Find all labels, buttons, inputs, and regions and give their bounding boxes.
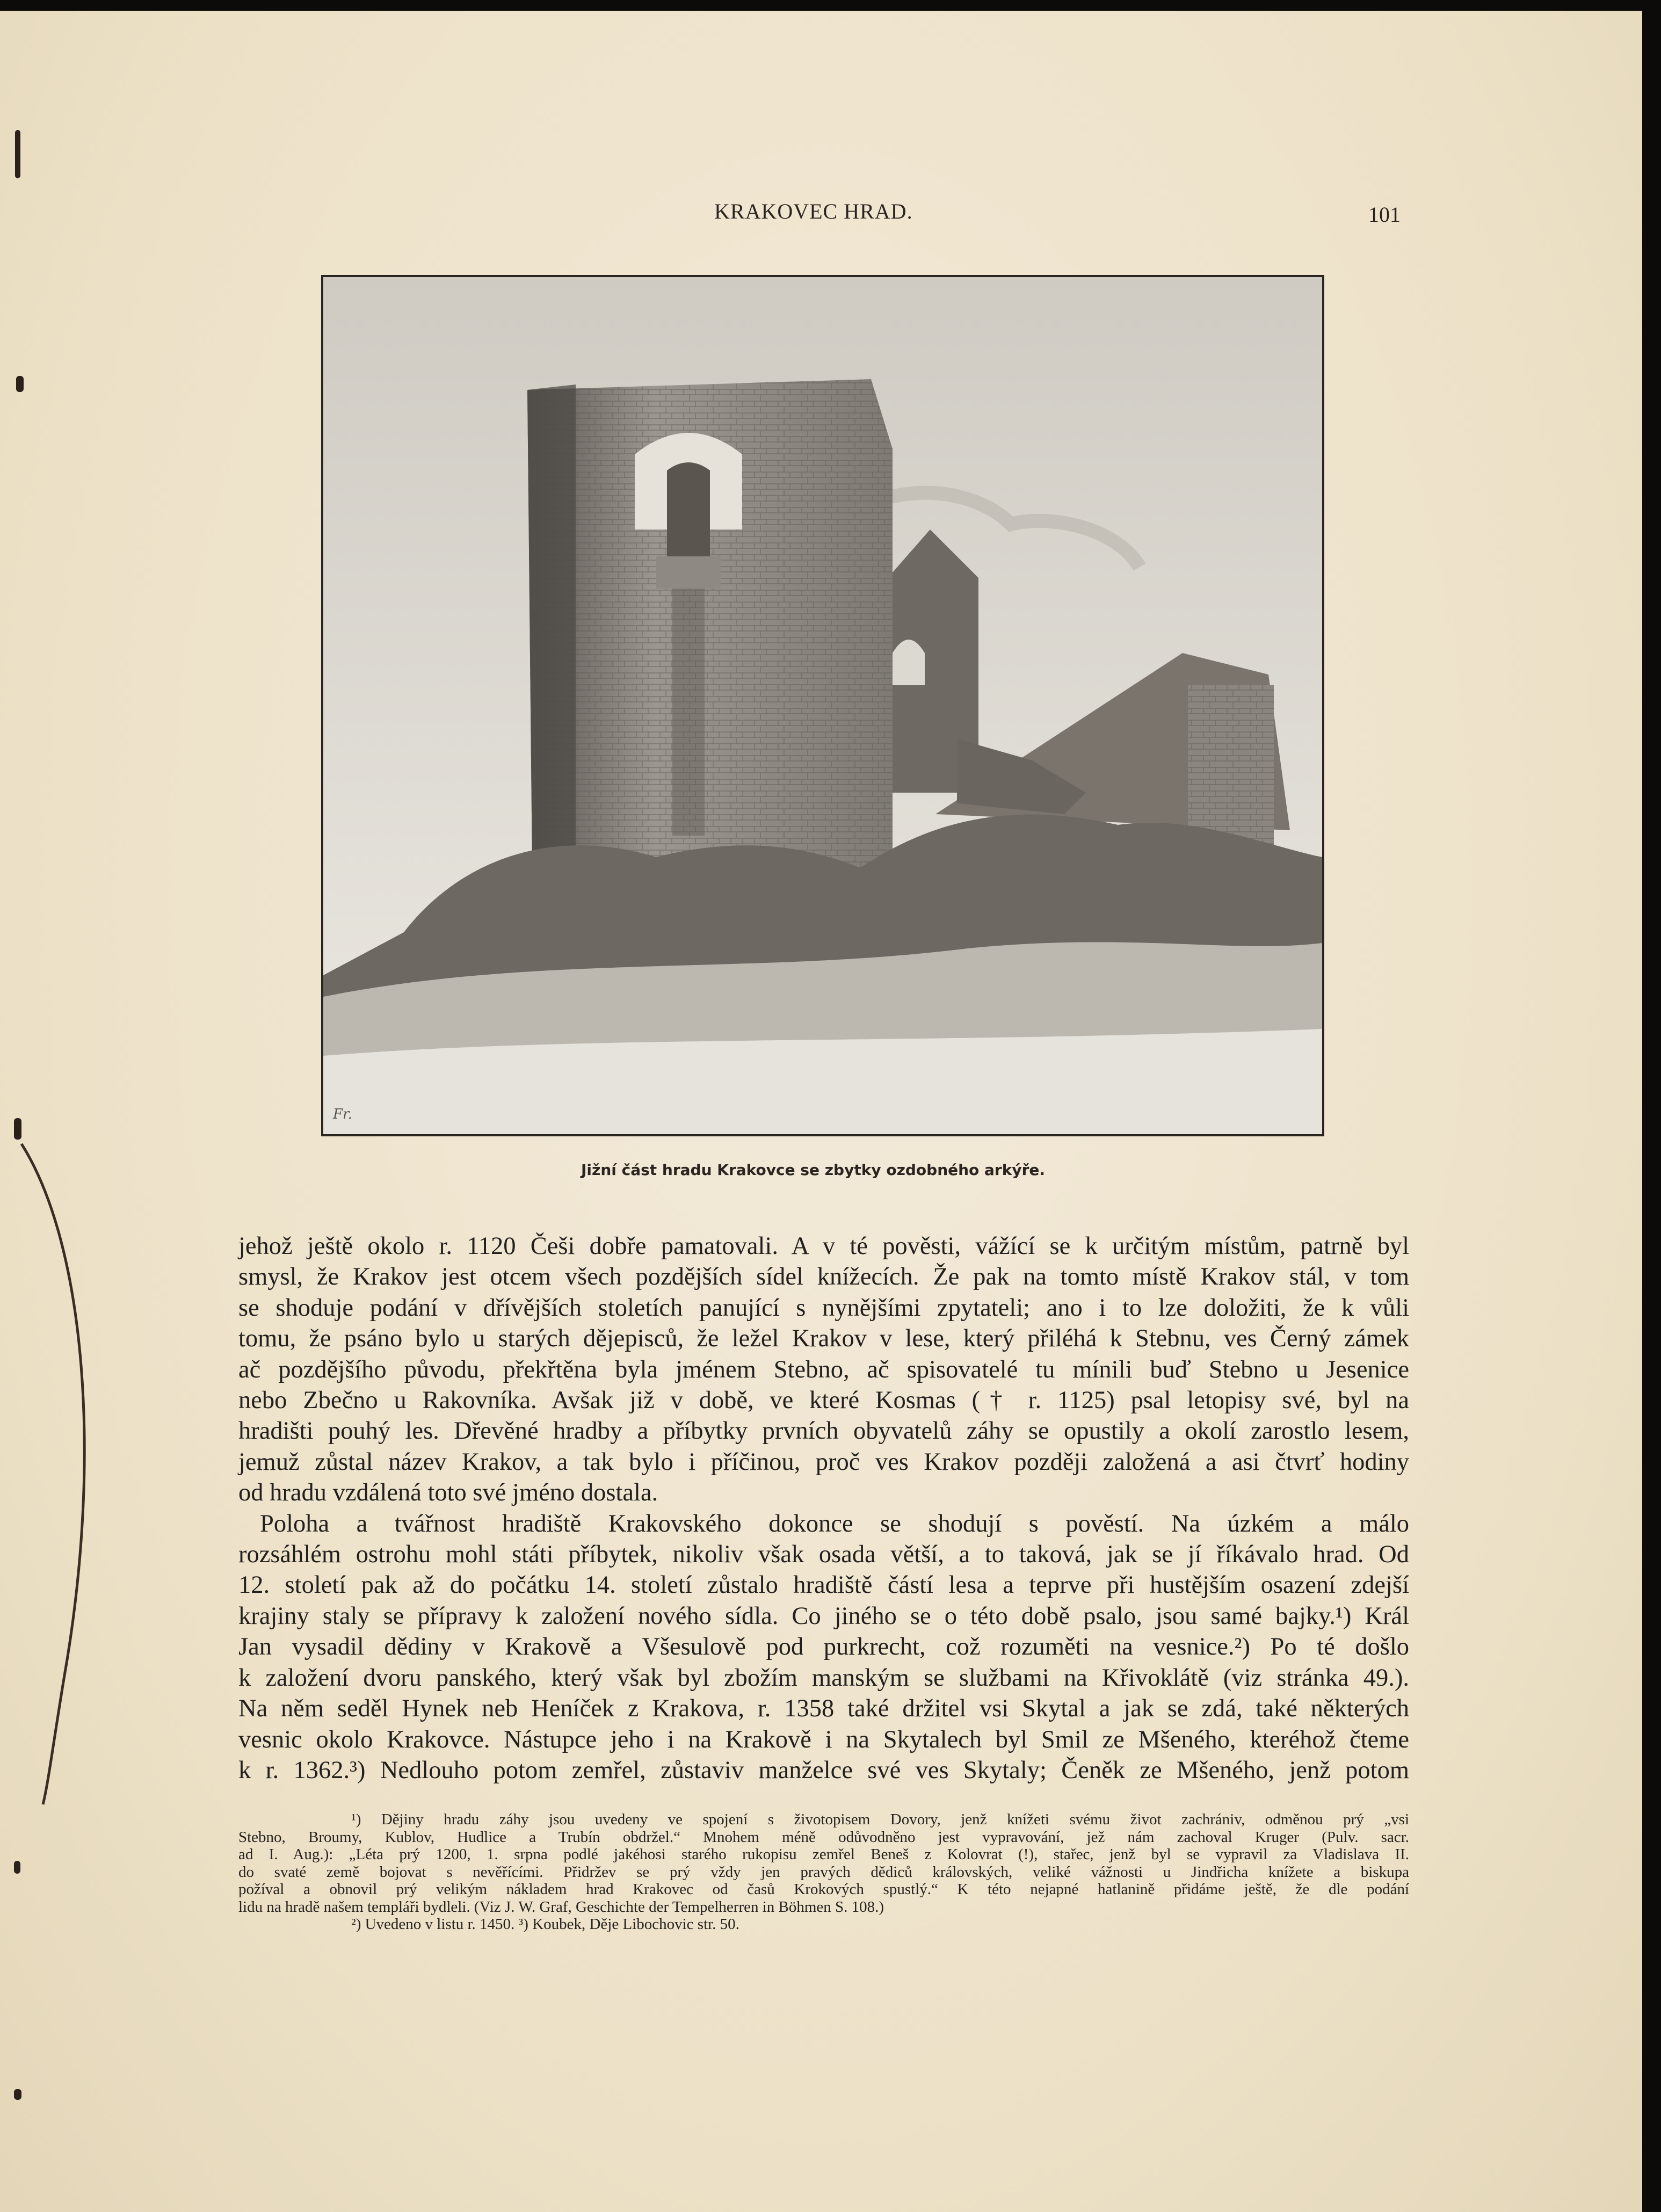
body-line: 12. století pak až do počátku 14. století zůstalo hradiště částí lesa a teprve při hustějším osazení zdejší — [238, 1571, 1409, 1599]
body-line: ač pozdějšího původu, překřtěna byla jménem Stebno, ač spisovatelé tu mínili buď Stebno u Jesenice — [238, 1355, 1409, 1383]
body-text — [238, 1231, 1409, 1786]
body-line: tomu, že psáno bylo u starých dějepisců, že ležel Krakov v lese, který přiléhá k Stebnu, ves Černý zámek — [238, 1325, 1409, 1353]
binding-thread — [11, 1138, 118, 1810]
body-line: jemuž zůstal název Krakov, a tak bylo i příčinou, proč ves Krakov později založená a asi čtvrť hodiny — [238, 1448, 1409, 1476]
book-page — [0, 11, 1642, 2212]
body-line: smysl, že Krakov jest otcem všech pozdějších sídel knížecích. Že pak na tomto místě Krakov stál, v tom — [238, 1263, 1409, 1291]
castle-ruin-illustration — [321, 275, 1324, 1136]
body-line: Na něm seděl Hynek neb Heníček z Krakova, r. 1358 také držitel vsi Skytal a jak se zdá, také některých — [238, 1695, 1409, 1723]
figure-caption: Jižní část hradu Krakovce se zbytky ozdobného arkýře. — [581, 1161, 1046, 1179]
footnote-line: požíval a obnovil prý velikým nákladem hrad Krakovec od časů Krokových spustlý.“ K této nejapné hatlanině přidáme ještě, že dle podání — [238, 1881, 1409, 1898]
body-line: hradišti pouhý les. Dřevěné hradby a příbytky prvních obyvatelů záhy se opustily a okolí zarostlo lesem, — [238, 1417, 1409, 1445]
running-header: KRAKOVEC HRAD. — [714, 199, 913, 223]
footnote-line: lidu na hradě našem templáři bydleli. (Viz J. W. Graf, Geschichte der Tempelherren in Böhmen S. 108.) — [238, 1898, 884, 1916]
body-line: nebo Zbečno u Rakovníka. Avšak již v době, ve které Kosmas († r. 1125) psal letopisy své, byl na — [238, 1387, 1409, 1415]
body-line: od hradu vzdálená toto své jméno dostala. — [238, 1479, 658, 1507]
body-line: k založení dvoru panského, který však byl zbožím manským se službami na Křivoklátě (viz stránka 49.). — [238, 1664, 1409, 1692]
footnotes — [238, 1811, 1409, 1933]
footnote-line: ²) Uvedeno v listu r. 1450. ³) Koubek, Děje Libochovic str. 50. — [351, 1916, 739, 1933]
footnote-line: Stebno, Broumy, Kublov, Hudlice a Trubín obdržel.“ Mnohem méně odůvodněno jest vypravování, jež nám zachoval Kruger (Pulv. sacr. — [238, 1828, 1409, 1846]
page-number: 101 — [1368, 202, 1401, 227]
binding-mark — [14, 1861, 20, 1874]
body-line: k r. 1362.³) Nedlouho potom zemřel, zůstaviv manželce své ves Skytaly; Čeněk ze Mšeného, jenž potom — [238, 1756, 1409, 1784]
body-line: jehož ještě okolo r. 1120 Češi dobře pamatovali. A v té pověsti, vážící se k určitým místům, patrně byl — [238, 1232, 1409, 1260]
binding-mark — [14, 2089, 21, 2100]
binding-mark — [15, 130, 20, 178]
body-line: Jan vysadil dědiny v Krakově a Všesulově pod purkrecht, což rozuměti na vesnice.²) Po té došlo — [238, 1633, 1409, 1661]
body-line: rozsáhlém ostrohu mohl státi příbytek, nikoliv však osada větší, a to taková, jak se jí říkávalo hrad. Od — [238, 1541, 1409, 1569]
body-line: vesnic okolo Krakovce. Nástupce jeho i na Krakově i na Skytalech byl Smil ze Mšeného, kteréhož čteme — [238, 1725, 1409, 1753]
body-line: krajiny staly se přípravy k založení nového sídla. Co jiného se o této době psalo, jsou samé bajky.¹) Král — [238, 1602, 1409, 1630]
castle-ruin-icon — [323, 277, 1322, 1134]
footnote-line: do svaté země bojovat s nevěřícími. Přidržev se prý vždy jen pravých dědiců královských, veliké vážnosti u Jindřicha knížete a biskupa — [238, 1863, 1409, 1881]
artist-signature: Fr. — [333, 1106, 352, 1122]
body-line: Poloha a tvářnost hradiště Krakovského dokonce se shodují s pověstí. Na úzkém a málo — [260, 1510, 1409, 1537]
footnote-line: ad I. Aug.): „Léta prý 1200, 1. srpna podlé jakéhosi starého rukopisu zemřel Beneš z Kolovrat (!), stařec, jenž byl se vypravil za Vladislava II. — [238, 1846, 1409, 1863]
binding-mark — [14, 1118, 21, 1140]
footnote-line: ¹) Dějiny hradu záhy jsou uvedeny ve spojení s životopisem Dovory, jenž knížeti svému život zachrániv, odměnou prý „vsi — [351, 1811, 1409, 1828]
body-line: se shoduje podání v dřívějších stoletích panující s nynějšími zpytateli; ano i to lze doložiti, že k vůli — [238, 1294, 1409, 1322]
binding-mark — [16, 376, 24, 392]
